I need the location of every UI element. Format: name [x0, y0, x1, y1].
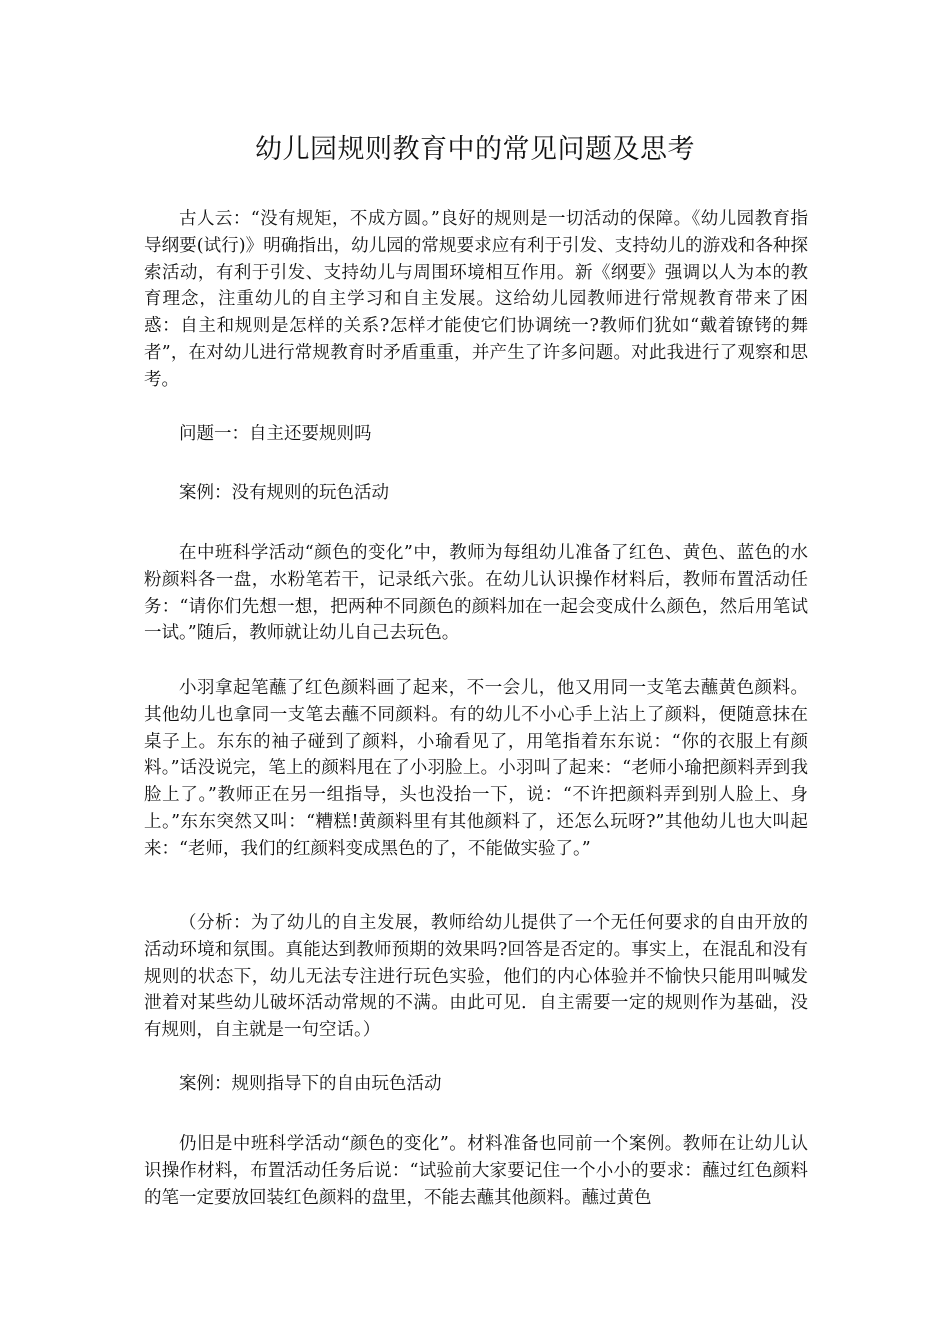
intro-paragraph: 古人云：“没有规矩，不成方圆。”良好的规则是一切活动的保障。《幼儿园教育指导纲要(试行)》明确指出，幼儿园的常规要求应有利于引发、支持幼儿的游戏和各种探索活动，有利于引发、支持幼儿与周围环境相互作用。新《纲要》强调以人为本的教育理念，注重幼儿的自主学习和自主发展。这给幼儿园教师进行常规教育带来了困惑：自主和规则是怎样的关系?怎样才能使它们协调统一?教师们犹如“戴着镣铐的舞者”，在对幼儿进行常规教育时矛盾重重，并产生了许多问题。对此我进行了观察和思考。 [144, 209, 808, 390]
case-one-paragraph-1: 在中班科学活动“颜色的变化”中，教师为每组幼儿准备了红色、黄色、蓝色的水粉颜料各一盘，水粉笔若干，记录纸六张。在幼儿认识操作材料后，教师布置活动任务：“请你们先想一想，把两种不同颜色的颜料加在一起会变成什么颜色，然后用笔试一试。”随后，教师就让幼儿自己去玩色。 [144, 543, 808, 644]
analysis-paragraph: （分析：为了幼儿的自主发展，教师给幼儿提供了一个无任何要求的自由开放的活动环境和氛围。真能达到教师预期的效果吗?回答是否定的。事实上，在混乱和没有规则的状态下，幼儿无法专注进行玩色实验，他们的内心体验并不愉快只能用叫喊发泄着对某些幼儿破坏活动常规的不满。由此可见．自主需要一定的规则作为基础，没有规则，自主就是一句空话。） [144, 913, 808, 1041]
case-one-paragraph-2: 小羽拿起笔蘸了红色颜料画了起来，不一会儿，他又用同一支笔去蘸黄色颜料。其他幼儿也拿同一支笔去蘸不同颜料。有的幼儿不小心手上沾上了颜料，便随意抹在桌子上。东东的袖子碰到了颜料，小瑜看见了，用笔指着东东说：“你的衣服上有颜料。”话没说完，笔上的颜料甩在了小羽脸上。小羽叫了起来：“老师小瑜把颜料弄到我脸上了。”教师正在另一组指导，头也没抬一下，说：“不许把颜料弄到别人脸上、身上。”东东突然又叫：“糟糕!黄颜料里有其他颜料了，还怎么玩呀?”其他幼儿也大叫起来：“老师，我们的红颜料变成黑色的了，不能做实验了。” [144, 678, 808, 859]
page-title: 幼儿园规则教育中的常见问题及思考 [255, 134, 695, 165]
case-two-paragraph-1: 仍旧是中班科学活动“颜色的变化”。材料准备也同前一个案例。教师在让幼儿认识操作材料，布置活动任务后说：“试验前大家要记住一个小小的要求：蘸过红色颜料的笔一定要放回装红色颜料的盘里，不能去蘸其他颜料。蘸过黄色 [144, 1134, 808, 1208]
case-two-heading: 案例：规则指导下的自由玩色活动 [179, 1074, 442, 1094]
question-one-heading: 问题一：自主还要规则吗 [179, 424, 372, 444]
case-one-heading: 案例：没有规则的玩色活动 [179, 483, 389, 503]
